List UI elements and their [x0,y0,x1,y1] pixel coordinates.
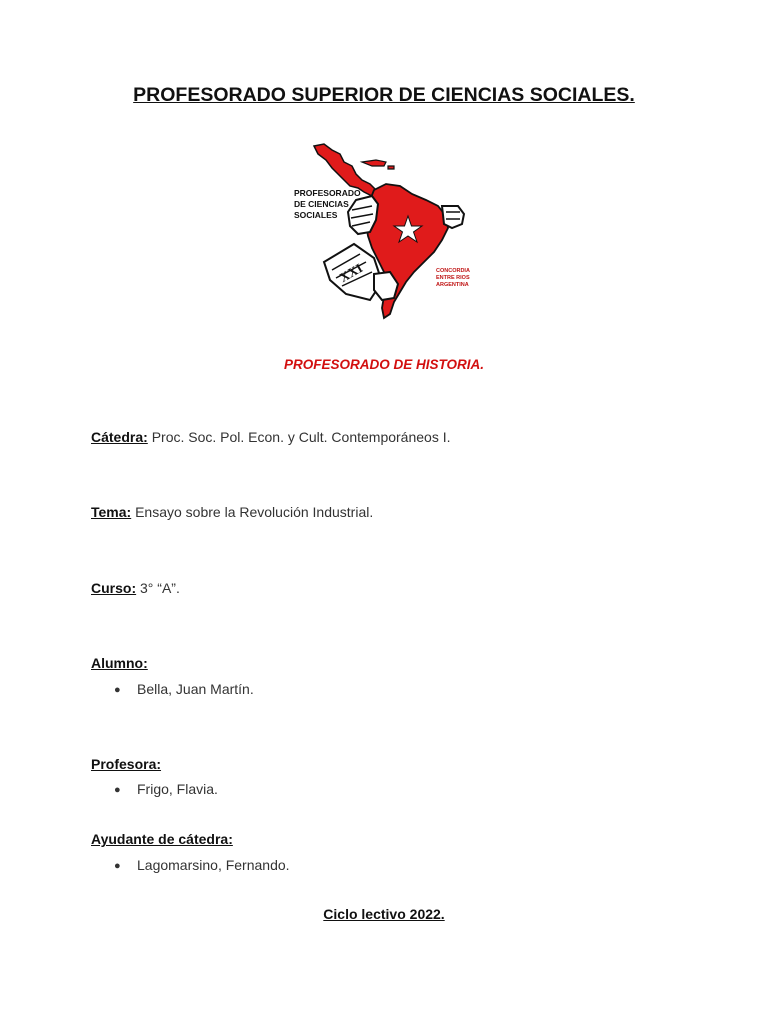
logo-text-left-3: SOCIALES [294,210,338,220]
program-subtitle: PROFESORADO DE HISTORIA. [283,357,485,372]
profesora-name: Frigo, Flavia. [137,781,218,797]
logo-book-text: XXI [336,260,365,286]
tema-label: Tema: [91,504,132,520]
bullet-icon: ● [114,860,121,872]
alumno-name: Bella, Juan Martín. [137,681,254,697]
list-item [114,681,254,697]
curso-value: 3° “A”. [140,580,180,596]
institution-logo [286,140,476,326]
right-fist [442,206,464,228]
ayudante-name: Lagomarsino, Fernando. [137,857,290,873]
ayudante-heading [91,831,233,847]
document-title: PROFESORADO SUPERIOR DE CIENCIAS SOCIALES. [133,84,635,106]
logo-text-right-3: ARGENTINA [436,282,469,288]
tema-row [91,504,373,520]
list-item [114,857,290,873]
catedra-label: Cátedra: [91,429,148,445]
ayudante-label: Ayudante de cátedra: [91,831,233,847]
catedra-value: Proc. Soc. Pol. Econ. y Cult. Contemporáneos I. [151,429,451,445]
alumno-label: Alumno: [91,655,148,671]
profesora-label: Profesora: [91,756,162,772]
bullet-icon: ● [114,784,121,796]
logo-text-right-1: CONCORDIA [436,268,470,274]
bullet-icon: ● [114,684,121,696]
curso-row [91,580,180,596]
tema-value: Ensayo sobre la Revolución Industrial. [135,504,374,520]
academic-cycle: Ciclo lectivo 2022. [323,906,445,922]
logo-text-left-2: DE CIENCIAS [294,199,349,209]
catedra-row [91,429,451,445]
logo-text-left-1: PROFESORADO [294,188,361,198]
list-item [114,781,218,797]
alumno-heading [91,655,148,671]
curso-label: Curso: [91,580,137,596]
profesora-heading [91,756,161,772]
logo-text-right-2: ENTRE RIOS [436,275,470,281]
caribbean-islands [362,160,394,169]
